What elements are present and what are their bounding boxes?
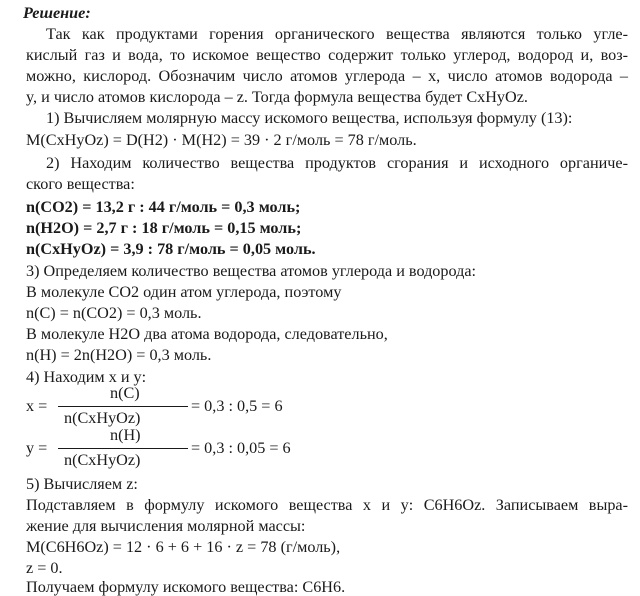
y-rhs: = 0,3 : 0,05 = 6 <box>191 439 291 457</box>
intro-line-1: Так как продуктами горения органического вещества являются только угле- <box>46 25 628 43</box>
y-numerator: n(H) <box>110 426 141 444</box>
z-result: z = 0. <box>26 559 63 577</box>
n-substance-line: n(CxHyOz) = 3,9 : 78 г/моль = 0,05 моль. <box>26 240 316 258</box>
step-2-title-line-1: 2) Находим количество вещества продуктов сгорания и исходного органиче- <box>46 154 628 172</box>
intro-line-2: кислый газ и вода, то искомое вещество содержит только углерод, водород и, воз- <box>26 46 628 64</box>
x-equation <box>26 384 326 428</box>
y-equation <box>26 426 326 470</box>
n-co2-line: n(CO2) = 13,2 г : 44 г/моль = 0,3 моль; <box>26 198 301 216</box>
x-lhs: x = <box>26 397 48 415</box>
step-5-line-2: жение для вычисления молярной массы: <box>26 517 306 535</box>
step-1-title: 1) Вычисляем молярную массу искомого вещества, используя формулу (13): <box>46 109 573 127</box>
n-carbon-line: n(C) = n(CO2) = 0,3 моль. <box>26 304 202 322</box>
h2o-hydrogen-note: В молекуле H2O два атома водорода, следовательно, <box>26 325 388 343</box>
step-3-title: 3) Определяем количество вещества атомов углерода и водорода: <box>26 262 477 280</box>
y-denominator: n(CxHyOz) <box>64 451 141 469</box>
molar-mass-equation: M(C6H6Oz) = 12 · 6 + 6 + 16 · z = 78 (г/моль), <box>26 538 341 556</box>
n-hydrogen-line: n(H) = 2n(H2O) = 0,3 моль. <box>26 346 212 364</box>
intro-line-4: y, и число атомов кислорода – z. Тогда формула вещества будет CxHyOz. <box>26 88 528 106</box>
step-2-title-line-2: ского вещества: <box>26 175 135 193</box>
solution-heading: Решение: <box>23 4 91 22</box>
n-h2o-line: n(H2O) = 2,7 г : 18 г/моль = 0,15 моль; <box>26 219 302 237</box>
step-5-line-1: Подставляем в формулу искомого вещества x и y: C6H6Oz. Записываем выра- <box>26 496 628 514</box>
final-formula-line: Получаем формулу искомого вещества: C6H6. <box>26 578 346 596</box>
x-numerator: n(C) <box>110 384 140 402</box>
step-5-title: 5) Вычисляем z: <box>26 475 138 493</box>
x-denominator: n(CxHyOz) <box>64 409 141 427</box>
y-lhs: y = <box>26 439 48 457</box>
co2-carbon-note: В молекуле CO2 один атом углерода, поэтому <box>26 283 342 301</box>
step-1-formula: M(CxHyOz) = D(H2) · M(H2) = 39 · 2 г/моль = 78 г/моль. <box>26 131 417 149</box>
intro-line-3: можно, кислород. Обозначим число атомов углерода – x, число атомов водорода – <box>26 67 628 85</box>
x-fraction-bar <box>58 406 188 407</box>
step-4-title: 4) Находим x и y: <box>26 368 147 386</box>
y-fraction-bar <box>58 448 188 449</box>
x-rhs: = 0,3 : 0,5 = 6 <box>191 397 283 415</box>
